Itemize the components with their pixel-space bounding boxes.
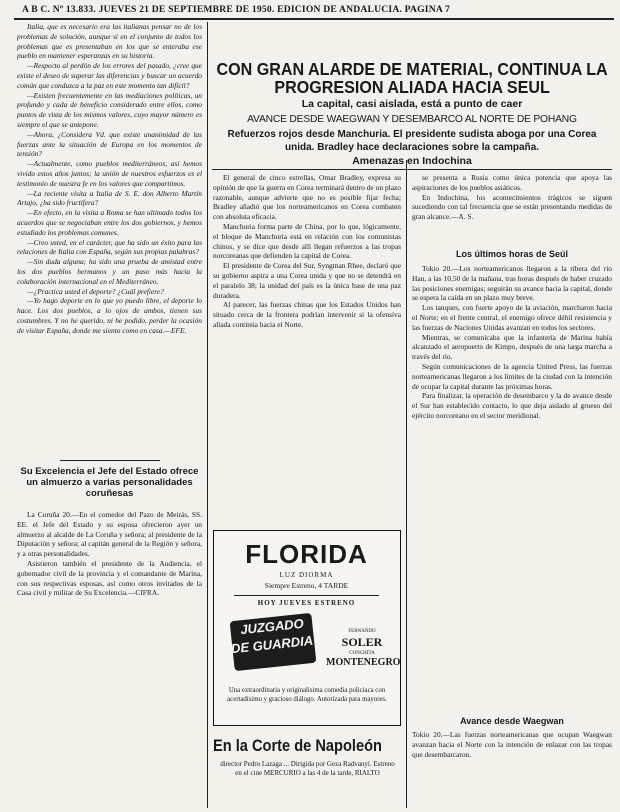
right-para: Los tanques, con fuerte apoyo de la aviación, marcharon hacia el Norte; en el frente central, el enemigo ofrece débil resistencia y las fuerzas de Naciones Unidas avanzan en todos los sectores. [412,303,612,332]
right-top-para: se presenta a Rusia como única potencia que apoya las aspiraciones de los pueblos asiáticos. [412,173,612,192]
left-para: —Yo hago deporte en lo que yo puedo libre, el deporte lo hace. Los dos pueblos, a lo ojos de ambos, tienen sus costumbres. Y no he querido, ni he podido, perder la ocasión de visitar España, donde me siento como en casa.—EFE. [17,296,202,335]
right-para: Para finalizar, la operación de desembarco y la de avance desde el Sur han establecido contacto, lo que deja aislado al grueso del ejército norcoreano en el sector meridional. [412,391,612,420]
bottom-ad-title: En la Corte de Napoleón [213,736,382,755]
middle-para: El general de cinco estrellas, Omar Bradley, expresa su opinión de que la guerra en Corea terminará dentro de un plazo razonable, aunque advierte que no es posible fijar fecha; Bradley añadió que los norteamericanos en Corea combaten con absoluta eficacia. [213,173,401,222]
subhead-2: AVANCE DESDE WAEGWAN Y DESEMBARCO AL NORTE DE POHANG [247,114,577,125]
film-title-line2: DE GUARDIA [230,632,314,657]
film-star-4: MONTENEGRO [326,657,401,668]
top-rule [14,18,614,20]
left-para: —Sin duda alguna; ha sido una prueba de amistad entre los dos pueblos hermanos y un paso más hacia la colaboración internacional en el Mediterráneo. [17,257,202,286]
left-section-headline: Su Excelencia el Jefe del Estado ofrece un almuerzo a varias personalidades coruñesas [20,466,199,499]
right-para: Tokio 20.—Los norteamericanos llegaron a la ribera del río Han, a las 10,50 de la mañana, tras horas después de haber cruzado las posiciones enemigas; seguirán su avance hacia la capital, donde se espera la caída en un plazo muy breve. [412,264,612,303]
left-section-para: La Coruña 20.—En el comedor del Pazo de Meirás, SS. EE. el Jefe del Estado y su esposa ofrecieron ayer un almuerzo al alcalde de La Coruña y señora; al presidente de la Diputación y señora; al capitán general de la Región y señora, y a otras personalidades. [17,510,202,559]
left-para: —Existen frecuentemente en las mediaciones políticas, un profundo y cada de beneficio considerado entre ellos, como puntos de vista de los mismos valores, cuyo mayor número es siempre el que se antepone. [17,90,202,129]
subhead-4: Amenazas en Indochina [352,155,472,167]
left-para: —Creo usted, en el carácter, que ha sido un éxito para las relaciones de Italia con España, según sus propias palabras? [17,237,202,257]
right-end-para: Tokio 20.—Las fuerzas norteamericanas que ocupan Waegwan avanzan hacia el Norte con la intención de enlazar con las tropas que desembarcaron. [412,730,612,759]
left-para: —Ahora, ¿Considera Vd. que existe unanimidad de las fuerzas ante la situación de Europa en los momentos de tensión? [17,129,202,159]
left-separator [60,460,160,461]
left-para: —Actualmente, como pueblos mediterráneos, así hemos vivido estos años juntos; la unión de nuestros esfuerzos es el testimonio de nuestra fe en los valores que compartimos. [17,159,202,188]
column-rule-1 [207,22,208,808]
left-section-body [17,510,202,806]
advert-blurb: Una extraordinaria y originalisima comedia policiaca con acertadísimo y gracioso diálogo. Autorizada para mayores. [227,687,387,703]
advert-today: HOY JUEVES ESTRENO [257,599,356,607]
film-star-3: CONCHITA [349,651,375,656]
right-column-top [412,173,612,245]
right-para: Mientras, se comunicaba que la infantería de Marina había alcanzado el aeropuerto de Kimpo, después de una larga marcha a través del río. [412,332,612,362]
middle-para: El presidente de Corea del Sur, Syngman Rhee, declaró que su gobierno aspira a una Corea unida y que no se detendrá en el paralelo 38; la unidad del país es la única base de una paz duradera. [213,261,401,300]
right-section-headline-2: Avance desde Waegwan [460,716,564,726]
advert-subtitle: LUZ DIORMA [279,571,334,579]
film-title-line1: JUZGADO [239,615,305,638]
advert-schedule: Siempre Estreno, 4 TARDE [264,581,349,590]
subhead-3: Refuerzos rojos desde Manchuria. El presidente sudista aboga por una Corea unida. Bradley hace declaraciones sobre la campaña. [227,129,597,153]
right-top-para: En Indochina, los acontecimientos trágicos se siguen sucediendo con tal frecuencia que se están presentando medidas de gran alcance.—A. S. [412,192,612,222]
left-section-para: Asistieron también el presidente de la Audiencia, el gobernador civil de la provincia y el comandante de Marina, con sus respectivas esposas, así como otros invitados de la Casa civil y militar de Su Excelencia.—CIFRA. [17,558,202,598]
headline-bottom-rule [212,169,612,170]
film-star-1: FERNANDO [348,629,376,634]
right-para: Según comunicaciones de la agencia United Press, las fuerzas norteamericanas llegaron a los límites de la ciudad con la intención de ocupar la capital durante las próximas horas. [412,361,612,391]
left-para: —¿Practica usted el deporte? ¿Cuál prefiere? [27,286,164,296]
column-rule-2 [406,160,407,808]
right-column-body [412,264,612,708]
left-para: —En efecto, en la visita a Roma se han ultimado todos los acuerdos que se negociaban entre los dos gobiernos, y hemos estudiado los problemas comunes. [17,208,202,237]
middle-para: Al parecer, las fuerzas chinas que los Estados Unidos han situado cerca de la frontera podrían intervenir si la ofensiva aliada continúa hacia el Norte. [213,300,401,329]
advert-rule [234,595,379,596]
left-para: —La reciente visita a Italia de S. E. don Alberto Martín Artajo, ¿ha sido fructífera? [17,188,202,208]
advert-cinema-name: FLORIDA [245,539,368,569]
left-para: Italia, que es necesario era las italianas pensar no de los problemas de solución, aunque sí en el conjunto de todos los problemas que es presentaban en los que se enteraba ese pueblo en mantener esperanzas en su historia. [17,22,202,61]
subhead-1: La capital, casi aislada, está a punto de caer [301,98,523,110]
cinema-advert [213,530,401,726]
running-head: A B C. Nº 13.833. JUEVES 21 DE SEPTIEMBRE DE 1950. EDICION DE ANDALUCIA. PAGINA 7 [22,4,451,15]
left-column-body [17,22,202,454]
middle-para: Manchuria forma parte de China, por lo que, lógicamente, el bloque de Manchuria está en relación con los comunistas chinos, y se dice que desde allí llegan refuerzos a las tropas norcoreanas que defienden la capital de Corea. [213,221,401,261]
middle-column-body [213,173,401,525]
right-section-headline: Los últimos horas de Seúl [455,249,569,259]
bottom-ad-text: director Pedro Lazaga ... Dirigida por Geza Radvanyi. Estreno en el cine MERCURIO a las 4 de la tarde, RIALTO [220,760,395,777]
main-headline: CON GRAN ALARDE DE MATERIAL, CONTINUA LA PROGRESION ALIADA HACIA SEUL [216,59,608,97]
left-para: —Respecto al perdón de los errores del pasado, ¿cree que existe el deseo de superar las diferencias y buscar un acuerdo común que conduzca a la paz en este momento tan difícil? [17,61,202,90]
film-star-2: SOLER [341,635,383,649]
